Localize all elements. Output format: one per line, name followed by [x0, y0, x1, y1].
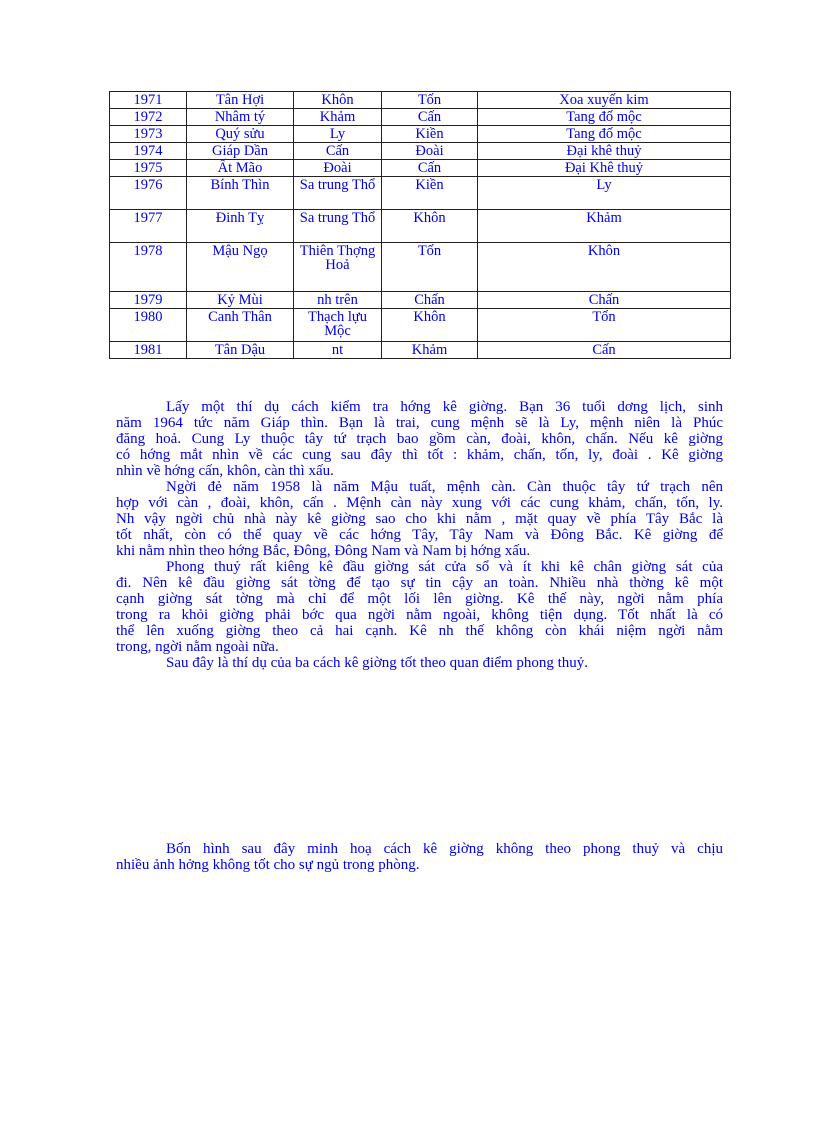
table-cell: nt: [294, 342, 382, 359]
table-cell: Tốn: [478, 309, 731, 342]
table-cell: nh trên: [294, 292, 382, 309]
table-cell: Cấn: [382, 160, 478, 177]
table-cell: Chấn: [478, 292, 731, 309]
table-cell: Ất Mão: [187, 160, 294, 177]
text-line: nhiều ảnh hởng không tốt cho sự ngủ trong phòng.: [116, 857, 420, 873]
table-cell: Khảm: [294, 109, 382, 126]
table-row: [110, 160, 731, 177]
paragraph: [116, 399, 723, 479]
table-cell: Sa trung Thổ: [294, 177, 382, 210]
text-line: thể lên xuống giờng theo cả hai cạnh. Kê nh thế không còn khái niệm ngời nằm: [116, 623, 723, 639]
text-line: Lấy một thí dụ cách kiểm tra hớng kê giờng. Bạn 36 tuổi dơng lịch, sinh: [166, 399, 723, 415]
table-row: [110, 309, 731, 342]
table-cell: Đoài: [294, 160, 382, 177]
text-line: khi nằm nhìn theo hớng Bắc, Đông, Đông Nam và Nam bị hớng xấu.: [116, 543, 531, 559]
table-cell: Kiền: [382, 177, 478, 210]
table-row: [110, 109, 731, 126]
table-cell: Tốn: [382, 243, 478, 292]
table-cell: Tang đố mộc: [478, 126, 731, 143]
body-text: [116, 399, 723, 671]
table-cell: 1980: [110, 309, 187, 342]
table-cell: 1972: [110, 109, 187, 126]
paragraph: [116, 655, 723, 671]
table-cell: Ly: [478, 177, 731, 210]
text-line: tốt nhất, còn có thể quay về các hớng Tây, Tây Nam và Đông Bắc. Kê giờng để: [116, 527, 723, 543]
table-cell: Tân Hợi: [187, 92, 294, 109]
table-cell: 1975: [110, 160, 187, 177]
text-line: Ngời đẻ năm 1958 là năm Mậu tuất, mệnh càn. Càn thuộc tây tứ trạch nên: [166, 479, 723, 495]
table-cell: Cấn: [382, 109, 478, 126]
table-cell: 1979: [110, 292, 187, 309]
text-line: năm 1964 tức năm Giáp thìn. Bạn là trai, cung mệnh sẽ là Ly, mệnh niên là Phúc: [116, 415, 723, 431]
table-cell: Tang đố mộc: [478, 109, 731, 126]
table-cell: Sa trung Thổ: [294, 210, 382, 243]
text-line: hợp với càn , đoài, khôn, cấn . Mệnh càn này xung với các cung khảm, chấn, tốn, ly.: [116, 495, 723, 511]
paragraph: [116, 479, 723, 559]
table-cell: Xoa xuyến kim: [478, 92, 731, 109]
table-cell: Khôn: [294, 92, 382, 109]
text-line: Nh vậy ngời chủ nhà này kê giờng sao cho khi nằm , mặt quay về phía Tây Bắc là: [116, 511, 723, 527]
table-cell: Đại khê thuỷ: [478, 143, 731, 160]
table-cell: 1974: [110, 143, 187, 160]
table-cell: Cấn: [294, 143, 382, 160]
table-cell: Khôn: [382, 210, 478, 243]
table-cell: Đoài: [382, 143, 478, 160]
table-cell: 1976: [110, 177, 187, 210]
table-row: [110, 126, 731, 143]
table-cell: Thạch lựu Mộc: [294, 309, 382, 342]
table-cell: Khảm: [382, 342, 478, 359]
table-row: [110, 143, 731, 160]
table-cell: Khôn: [382, 309, 478, 342]
table-cell: Nhâm tý: [187, 109, 294, 126]
table-cell: Tân Dậu: [187, 342, 294, 359]
text-line: đăng hoả. Cung Ly thuộc tây tứ trạch bao gồm càn, đoài, khôn, chấn. Nếu kê giờng: [116, 431, 723, 447]
table-cell: Ly: [294, 126, 382, 143]
table-cell: Kiền: [382, 126, 478, 143]
table-cell: Mậu Ngọ: [187, 243, 294, 292]
paragraph: [116, 559, 723, 655]
text-line: trong, ngời nằm ngoài nữa.: [116, 639, 279, 655]
text-line: Sau đây là thí dụ của ba cách kê giờng tốt theo quan điểm phong thuỷ.: [166, 655, 588, 671]
table-cell: Khảm: [478, 210, 731, 243]
closing-paragraph: [116, 841, 723, 873]
table-row: [110, 292, 731, 309]
text-line: Bốn hình sau đây minh hoạ cách kê giờng không theo phong thuỷ và chịu: [166, 841, 723, 857]
table-cell: Canh Thân: [187, 309, 294, 342]
text-line: trong ra khỏi giờng phải bớc qua ngời nằm ngoài, không tiện dụng. Tốt nhất là có: [116, 607, 723, 623]
table-cell: Giáp Dần: [187, 143, 294, 160]
table-row: [110, 210, 731, 243]
table-cell: 1981: [110, 342, 187, 359]
table-cell: 1977: [110, 210, 187, 243]
table-cell: Tốn: [382, 92, 478, 109]
table-cell: Chấn: [382, 292, 478, 309]
table-cell: Đại Khê thuỷ: [478, 160, 731, 177]
table-cell: Đinh Tỵ: [187, 210, 294, 243]
table-row: [110, 92, 731, 109]
text-line: cạnh giờng sát tờng mà chỉ để một lối lên giờng. Kê thế này, ngời nằm phía: [116, 591, 723, 607]
table-cell: 1971: [110, 92, 187, 109]
table-cell: Kỷ Mùi: [187, 292, 294, 309]
text-line: nhìn về hớng cấn, khôn, càn thì xấu.: [116, 463, 334, 479]
table-row: [110, 342, 731, 359]
table-row: [110, 243, 731, 292]
table-cell: 1978: [110, 243, 187, 292]
table-cell: 1973: [110, 126, 187, 143]
table-cell: Cấn: [478, 342, 731, 359]
text-line: đi. Nên kê đầu giờng sát tờng để tạo sự tin cậy an toàn. Nhiều nhà thờng kê một: [116, 575, 723, 591]
table-row: [110, 177, 731, 210]
table-cell: Bính Thìn: [187, 177, 294, 210]
text-line: Phong thuỷ rất kiêng kê đầu giờng sát cửa sổ và ít khi kê chân giờng sát của: [166, 559, 723, 575]
table-cell: Khôn: [478, 243, 731, 292]
year-table: [109, 91, 731, 359]
table-cell: Thiên Thợng Hoả: [294, 243, 382, 292]
text-line: có hớng mắt nhìn về các cung sau đây thì tốt : khảm, chấn, tốn, ly, đoài . Kê giờng: [116, 447, 723, 463]
table-cell: Quý sửu: [187, 126, 294, 143]
